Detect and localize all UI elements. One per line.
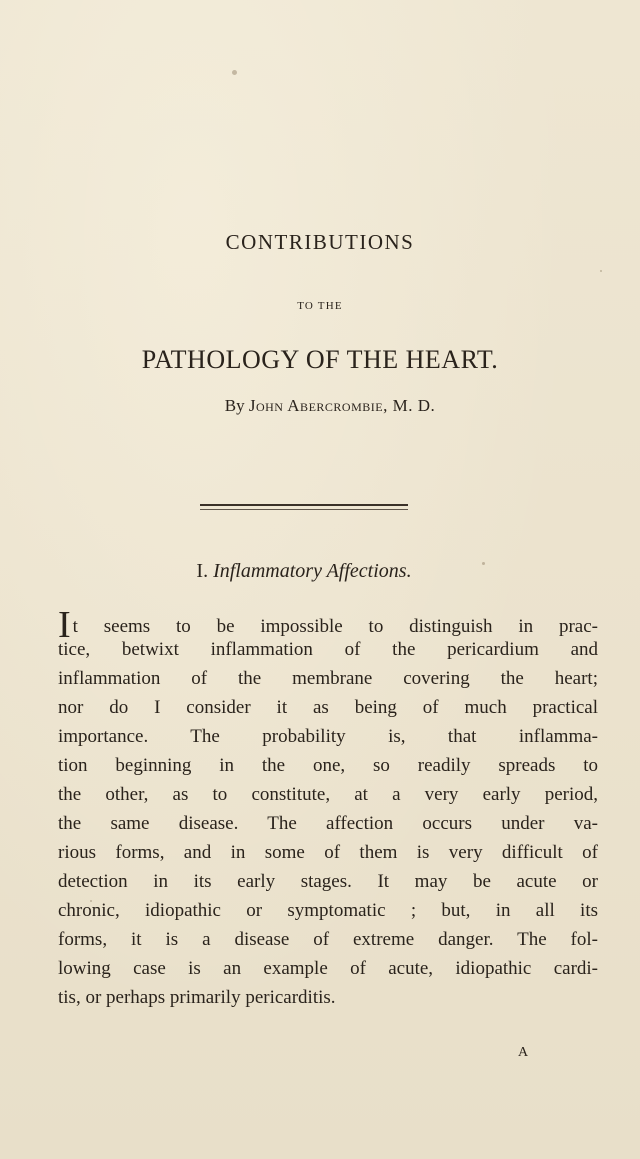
title-subject: PATHOLOGY OF THE HEART. bbox=[141, 345, 499, 374]
paper-speck bbox=[90, 900, 92, 902]
body-line-9: rious forms, and in some of them is very difficult of bbox=[58, 842, 598, 863]
body-line-14: tis, or perhaps primarily pericarditis. bbox=[58, 987, 336, 1008]
body-line-11: chronic, idiopathic or symptomatic ; but, in all its bbox=[58, 900, 598, 921]
section-numeral: I. bbox=[196, 560, 209, 582]
body-line-8: the same disease. The affection occurs under va- bbox=[58, 813, 598, 834]
byline-prefix: By bbox=[224, 396, 245, 415]
paper-speck bbox=[232, 70, 237, 75]
byline bbox=[10, 396, 640, 416]
body-line-7: the other, as to constitute, at a very early period, bbox=[58, 784, 598, 805]
section-heading bbox=[0, 560, 624, 583]
body-line-4: nor do I consider it as being of much practical bbox=[58, 697, 598, 718]
body-line-13: lowing case is an example of acute, idiopathic cardi- bbox=[58, 958, 598, 979]
section-title: Inflammatory Affections. bbox=[213, 560, 412, 582]
title-contributions: CONTRIBUTIONS bbox=[225, 230, 415, 254]
body-line-10: detection in its early stages. It may be acute or bbox=[58, 871, 598, 892]
body-line-text: t seems to be impossible to distinguish in prac- bbox=[72, 616, 598, 637]
signature-mark: A bbox=[518, 1045, 529, 1060]
paper-speck bbox=[482, 562, 485, 565]
body-line-5: importance. The probability is, that inflamma- bbox=[58, 726, 598, 747]
drop-cap: I bbox=[58, 604, 71, 646]
paper-speck bbox=[600, 270, 602, 272]
body-line-2: tice, betwixt inflammation of the pericardium and bbox=[58, 639, 598, 660]
body-line-3: inflammation of the membrane covering the heart; bbox=[58, 668, 598, 689]
body-line-6: tion beginning in the one, so readily spreads to bbox=[58, 755, 598, 776]
title-to-the: TO THE bbox=[297, 300, 343, 312]
ornamental-rule-thick bbox=[200, 504, 408, 506]
body-line-12: forms, it is a disease of extreme danger. The fol- bbox=[58, 929, 598, 950]
author-name: John Abercrombie, M. D. bbox=[248, 396, 436, 415]
ornamental-rule-thin bbox=[200, 509, 408, 510]
